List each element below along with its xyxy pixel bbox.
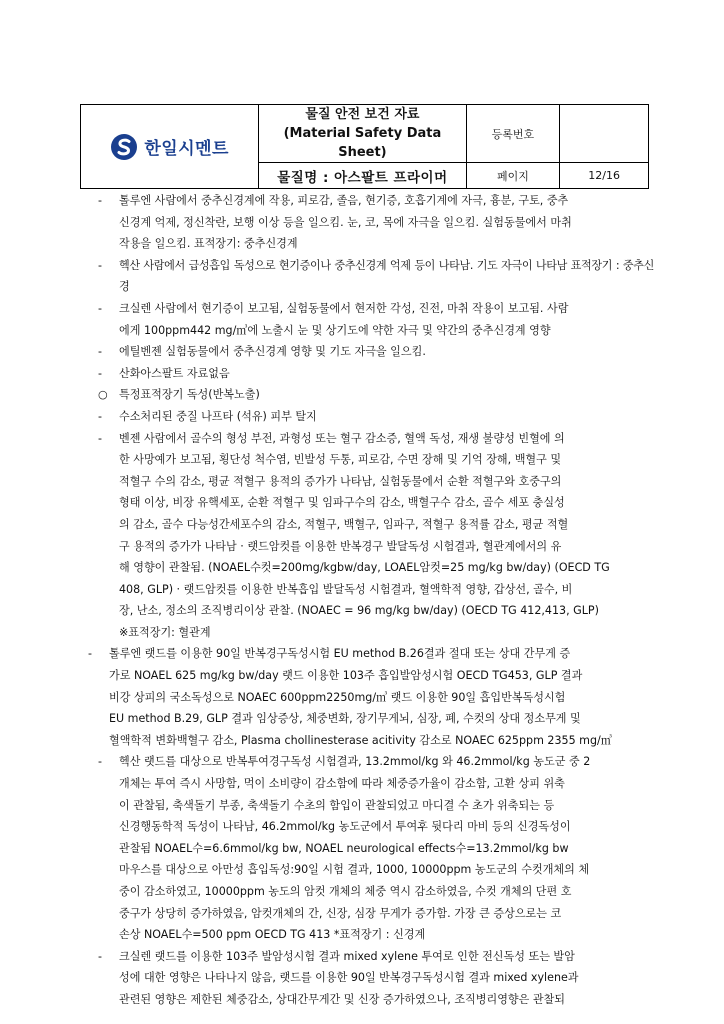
- material-name: 물질명 : 아스팔트 프라이머: [259, 163, 466, 189]
- dash-bullet: -: [98, 194, 103, 207]
- text-line: 개체는 투여 즉시 사망함, 먹이 소비량이 감소함에 따라 체중증가율이 감소함, 고환 상피 위축: [119, 777, 565, 791]
- text-line: 톨루엔 사람에서 중추신경계에 작용, 피로감, 졸음, 현기증, 호흡기계에 자극, 흉분, 구토, 중추: [119, 194, 569, 207]
- company-logo-text: 한일시멘트: [144, 139, 229, 159]
- list-item: [98, 428, 654, 644]
- document-title-english: (Material Safety Data Sheet): [283, 126, 442, 160]
- list-item: [88, 643, 654, 751]
- text-line: 가로 NOAEL 625 mg/kg bw/day 랫드 이용한 103주 흡입발암성시험 OECD TG453, GLP 결과: [109, 669, 583, 683]
- company-logo-cell: [81, 105, 259, 189]
- text-line: 헥산 사람에서 급성흡입 독성으로 현기증이나 중추신경계 억제 등이 나타남. 기도 자극이 나타남 표적장기 : 중추신경: [119, 258, 654, 294]
- text-line: 적혈구 수의 감소, 평균 적혈구 용적의 증가가 나타남, 실험동물에서 순환 적혈구와 호중구의: [119, 474, 562, 488]
- page-number: 12/16: [560, 163, 649, 189]
- text-line: 작용을 일으킴. 표적장기: 중추신경계: [119, 237, 298, 251]
- text-line: 신경행동학적 독성이 나타남, 46.2mmol/kg 농도군에서 투여후 뒷다리 마비 등의 신경독성이: [119, 820, 571, 834]
- text-line: 중구가 상당히 증가하였음, 암컷개체의 간, 신장, 심장 무게가 증가함. 가장 큰 증상으로는 코: [119, 906, 562, 920]
- text-line: 한 사망예가 보고됨, 횡단성 척수염, 빈발성 두통, 피로감, 수면 장해 및 기억 장해, 백혈구 및: [119, 453, 562, 467]
- list-item: [98, 946, 654, 1011]
- list-item: [98, 363, 654, 385]
- registration-number-label: 등록번호: [466, 105, 560, 163]
- text-line: 408, GLP) · 랫드암컷를 이용한 반복흡입 발달독성 시험결과, 혈액학적 영향, 갑상선, 골수, 비: [119, 582, 573, 596]
- dash-bullet: -: [88, 647, 93, 661]
- text-line: 관찰됨 NOAEL수=6.6mmol/kg bw, NOAEL neurological effects수=13.2mmol/kg bw: [119, 841, 569, 855]
- text-line: 크실렌 사람에서 현기증이 보고됨, 실험동물에서 현저한 각성, 진전, 마취 작용이 보고됨. 사람: [119, 301, 569, 315]
- msds-header-table: [80, 104, 649, 189]
- text-line: 에게 100ppm442 mg/㎥에 노출시 눈 및 상기도에 약한 자극 및 약간의 중추신경계 영향: [119, 323, 551, 337]
- dash-bullet: -: [98, 366, 103, 380]
- text-line: 해 영향이 관찰됨. (NOAEL수컷=200mg/kgbw/day, LOAEL암컷=25 mg/kg bw/day) (OECD TG: [119, 561, 610, 575]
- text-line: 크실렌 랫드를 이용한 103주 발암성시험 결과 mixed xylene 투여로 인한 전신독성 또는 발암: [119, 949, 575, 963]
- list-item: [98, 341, 654, 363]
- text-line: 톨루엔 랫드를 이용한 90일 반복경구독성시험 EU method B.26결과 절대 또는 상대 간무게 증: [109, 647, 571, 661]
- text-line: 장, 난소, 정소의 조직병리이상 관찰. (NOAEC = 96 mg/kg bw/day) (OECD TG 412,413, GLP): [119, 604, 599, 618]
- text-line: 비강 상피의 국소독성으로 NOAEC 600ppm2250mg/㎥ 랫드 이용한 90일 흡입반복독성시험: [109, 690, 566, 704]
- text-line: 이 관찰됨, 축색돌기 부종, 축색돌기 수초의 함입이 관찰되었고 마디결 수 초가 위축되는 등: [119, 798, 555, 812]
- dash-bullet: -: [98, 345, 103, 359]
- company-logo-icon: [110, 133, 138, 161]
- text-line: 벤젠 사람에서 골수의 형성 부전, 과형성 또는 혈구 감소증, 혈액 독성, 재생 불량성 빈혈에 의: [119, 431, 565, 445]
- text-line: 에틸벤젠 실험동물에서 중추신경계 영향 및 기도 자극을 일으킴.: [119, 345, 426, 359]
- text-line: 혈액학적 변화백혈구 감소, Plasma chollinesterase acitivity 감소로 NOAEC 625ppm 2355 mg/㎥: [109, 733, 612, 747]
- company-logo: [81, 133, 258, 161]
- text-line: 손상 NOAEL수=500 ppm OECD TG 413 *표적장기 : 신경계: [119, 928, 426, 942]
- dash-bullet: -: [98, 755, 103, 769]
- text-line: 마우스를 대상으로 아만성 흡입독성:90일 시험 결과, 1000, 10000ppm 농도군의 수컷개체의 체: [119, 863, 590, 877]
- dash-bullet: -: [98, 431, 103, 445]
- list-item: [98, 298, 654, 341]
- text-line: 의 감소, 골수 다능성간세포수의 감소, 적혈구, 백혈구, 임파구, 적혈구 용적률 감소, 평균 적혈: [119, 517, 569, 531]
- page-label: 페이지: [466, 163, 560, 189]
- text-line: 구 용적의 증가가 나타남 · 랫드암컷를 이용한 반복경구 발달독성 시험결과, 혈관계에서의 유: [119, 539, 562, 553]
- text-line: 특정표적장기 독성(반복노출): [119, 388, 260, 402]
- text-line: 형태 이상, 비장 유핵세포, 순환 적혈구 및 임파구수의 감소, 백혈구수 감소, 골수 세포 충실성: [119, 496, 565, 510]
- registration-number-value: [560, 105, 649, 163]
- document-title-korean: 물질 안전 보건 자료: [305, 107, 420, 122]
- text-line: 수소처리된 중질 나프타 (석유) 피부 탈지: [119, 409, 317, 423]
- dash-bullet: -: [98, 949, 103, 963]
- text-line: 관련된 영향은 제한된 체중감소, 상대간무게간 및 신장 증가하였으나, 조직병리영향은 관찰되: [119, 992, 566, 1006]
- list-item: [98, 255, 654, 298]
- dash-bullet: -: [98, 409, 103, 423]
- circle-bullet: ○: [98, 388, 108, 402]
- document-body: [88, 190, 654, 1011]
- document-title: [259, 105, 466, 163]
- text-line: ※표적장기: 혈관계: [119, 625, 211, 639]
- section-heading: [98, 384, 654, 406]
- dash-bullet: -: [98, 258, 102, 272]
- text-line: 산화아스팔트 자료없음: [119, 366, 230, 380]
- list-item: [98, 751, 654, 945]
- text-line: 신경계 억제, 정신착란, 보행 이상 등을 일으킴. 눈, 코, 목에 자극을 일으킴. 실험동물에서 마취: [119, 215, 572, 229]
- text-line: 성에 대한 영향은 나타나지 않음, 랫드를 이용한 90일 반복경구독성시험 결과 mixed xylene과: [119, 971, 579, 985]
- list-item: [98, 406, 654, 428]
- text-line: 헥산 랫드를 대상으로 반복투여경구독성 시험결과, 13.2mmol/kg 와 46.2mmol/kg 농도군 중 2: [119, 755, 591, 769]
- text-line: EU method B.29, GLP 결과 임상증상, 체중변화, 장기무게뇌, 심장, 폐, 수컷의 상대 정소무게 및: [109, 712, 581, 726]
- dash-bullet: -: [98, 301, 103, 315]
- list-item: [98, 190, 654, 255]
- text-line: 중이 감소하였고, 10000ppm 농도의 암컷 개체의 체중 역시 감소하였음, 수컷 개체의 단편 호: [119, 885, 572, 898]
